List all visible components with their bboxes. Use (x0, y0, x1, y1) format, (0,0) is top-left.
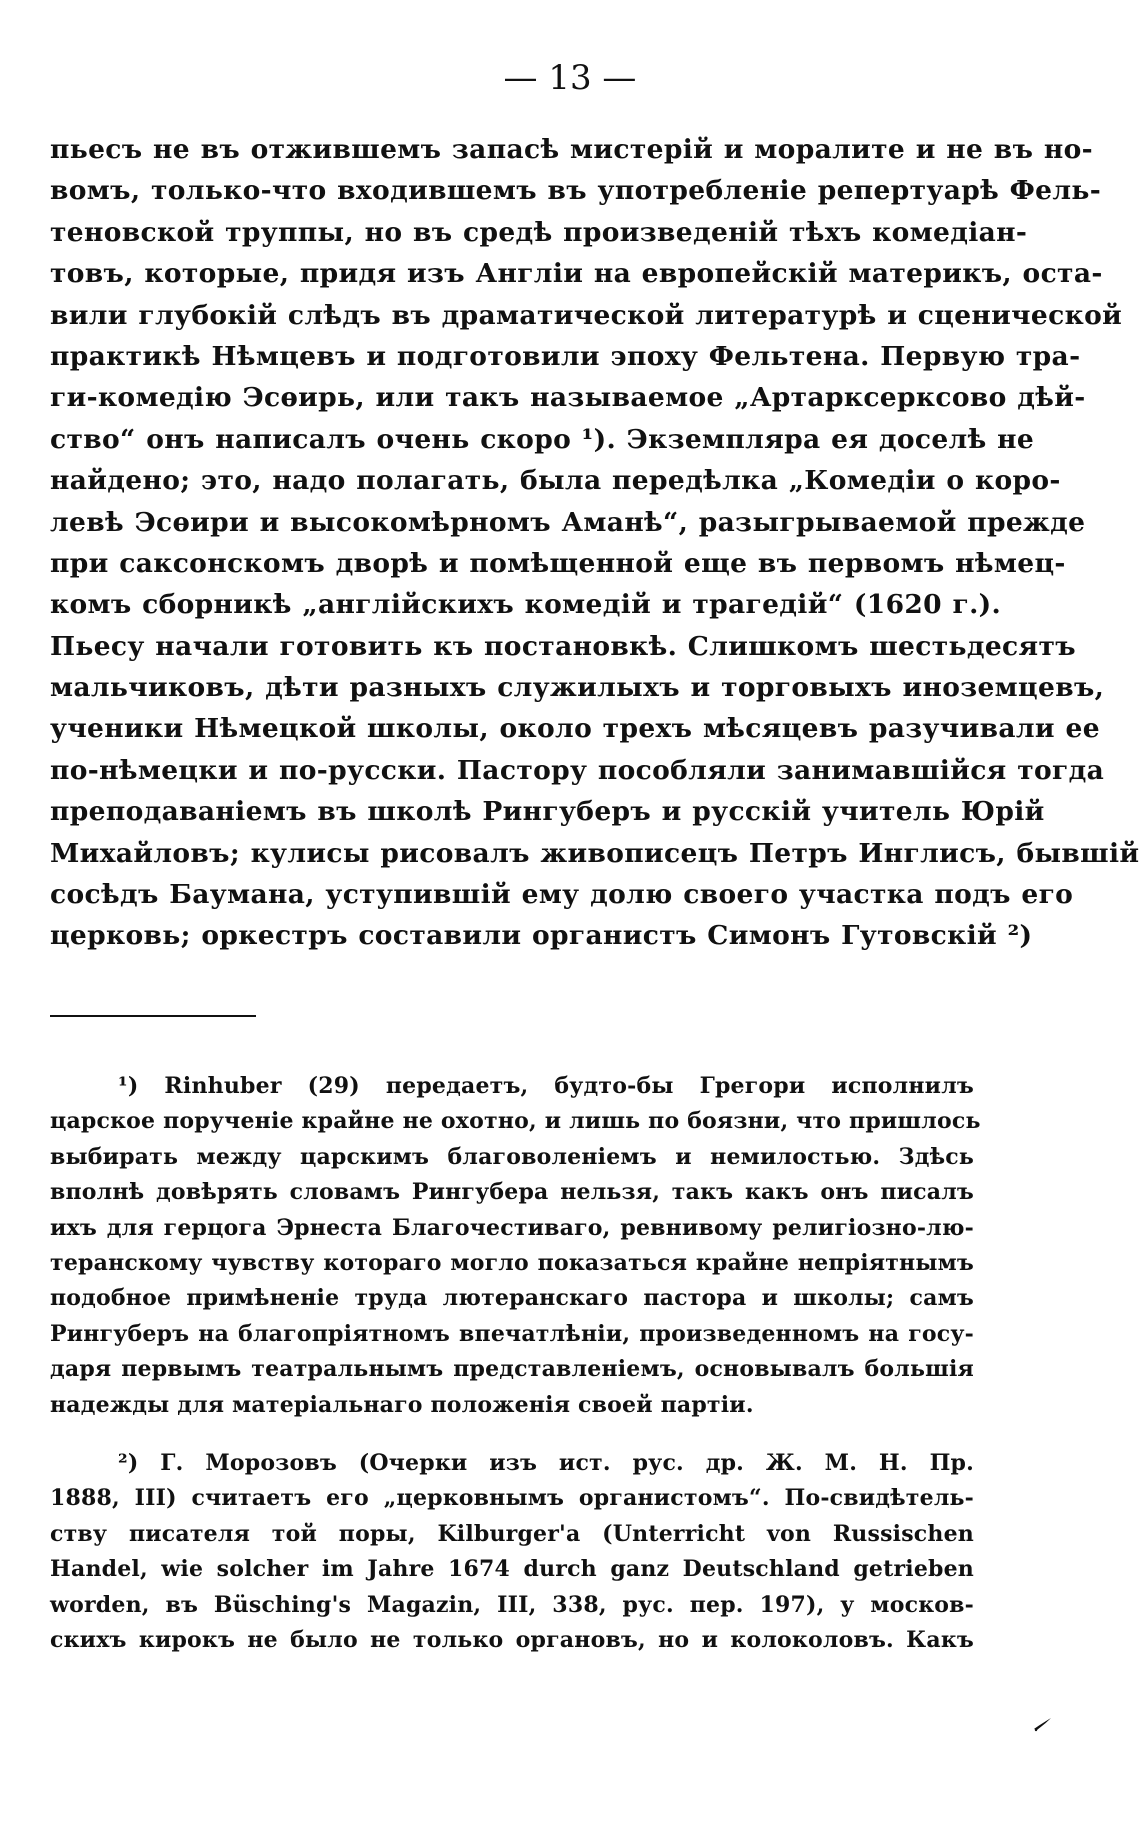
text-line: пьесъ не въ отжившемъ запасѣ мистерій и моралите и не въ но- (50, 134, 1093, 165)
main-text (50, 129, 1140, 957)
footnote-line: ству писателя той поры, Kilburger'a (Unterricht von Russischen (50, 1520, 974, 1547)
footnote-line: вполнѣ довѣрять словамъ Рингубера нельзя, такъ какъ онъ писалъ (50, 1179, 974, 1206)
text-line: по-нѣмецки и по-русски. Пастору пособляли занимавшійся тогда (50, 754, 1105, 786)
text-line: ги-комедію Эсѳирь, или такъ называемое „Артарксерксово дѣй- (50, 382, 1086, 414)
footnote-line: царское порученіе крайне не охотно, и лишь по боязни, что пришлось (50, 1108, 981, 1135)
text-line: ство“ онъ написалъ очень скоро ¹). Экземпляра ея доселѣ не (50, 423, 1035, 455)
page-number: — 13 — (503, 58, 637, 98)
text-line: Пьесу начали готовить къ постановкѣ. Слишкомъ шестьдесятъ (50, 630, 1076, 662)
ink-mark (1033, 1714, 1053, 1732)
text-line: вили глубокій слѣдъ въ драматической литературѣ и сценической (50, 299, 1123, 331)
text-line: левѣ Эсѳири и высокомѣрномъ Аманѣ“, разыгрываемой прежде (50, 506, 1086, 538)
footnote-line: ²) Г. Морозовъ (Очерки изъ ист. рус. др. Ж. М. Н. Пр. (118, 1450, 974, 1476)
footnote-line: ихъ для герцога Эрнеста Благочестиваго, ревнивому религіозно-лю- (50, 1214, 974, 1241)
footnote-line: Рингуберъ на благопріятномъ впечатлѣніи, произведенномъ на госу- (50, 1320, 974, 1347)
footnote-line: ¹) Rinhuber (29) передаетъ, будто-бы Грегори исполнилъ (118, 1073, 974, 1099)
footnote-line: даря первымъ театральнымъ представленіемъ, основывалъ большія (50, 1356, 974, 1383)
text-line: при саксонскомъ дворѣ и помѣщенной еще въ первомъ нѣмец- (50, 547, 1066, 579)
text-line: Михайловъ; кулисы рисовалъ живописецъ Петръ Инглисъ, бывшій (50, 837, 1140, 869)
footnote-line: worden, въ Büsching's Magazin, III, 338, рус. пер. 197), у москов- (50, 1591, 974, 1618)
text-line: сосѣдъ Баумана, уступившій ему долю своего участка подъ его (50, 879, 1074, 911)
footnote-line: выбирать между царскимъ благоволеніемъ и немилостью. Здѣсь (50, 1143, 974, 1170)
text-line: ученики Нѣмецкой школы, около трехъ мѣсяцевъ разучивали ее (50, 713, 1100, 745)
footnote-line: теранскому чувству котораго могло показаться крайне непріятнымъ (50, 1249, 974, 1276)
footnote-line: Handel, wie solcher im Jahre 1674 durch ganz Deutschland getrieben (50, 1556, 974, 1583)
text-line: мальчиковъ, дѣти разныхъ служилыхъ и торговыхъ иноземцевъ, (50, 672, 1105, 704)
text-line: практикѣ Нѣмцевъ и подготовили эпоху Фельтена. Первую тра- (50, 340, 1081, 372)
text-line: товъ, которые, придя изъ Англіи на европейскій материкъ, оста- (50, 258, 1103, 290)
text-line: церковь; оркестръ составили органистъ Симонъ Гутовскій ²) (50, 920, 1033, 952)
text-line: преподаваніемъ въ школѣ Рингуберъ и русскій учитель Юрій (50, 796, 1045, 828)
footnote-line: надежды для матеріальнаго положенія своей партіи. (50, 1391, 754, 1418)
text-line: теновской труппы, но въ средѣ произведеній тѣхъ комедіан- (50, 216, 1028, 248)
footnote-2 (50, 1446, 974, 1658)
footnote-separator-rule (50, 1015, 256, 1017)
footnote-1 (50, 1069, 981, 1423)
text-line: вомъ, только-что входившемъ въ употребленіе репертуарѣ Фель- (50, 175, 1102, 207)
text-line: комъ сборникѣ „англійскихъ комедій и трагедій“ (1620 г.). (50, 589, 1002, 621)
footnote-line: скихъ кирокъ не было не только органовъ, но и колоколовъ. Какъ (50, 1626, 974, 1653)
footnote-line: подобное примѣненіе труда лютеранскаго пастора и школы; самъ (50, 1285, 974, 1312)
text-line: найдено; это, надо полагать, была передѣлка „Комедіи о коро- (50, 465, 1061, 497)
footnote-line: 1888, III) считаетъ его „церковнымъ органистомъ“. По-свидѣтель- (50, 1485, 974, 1512)
